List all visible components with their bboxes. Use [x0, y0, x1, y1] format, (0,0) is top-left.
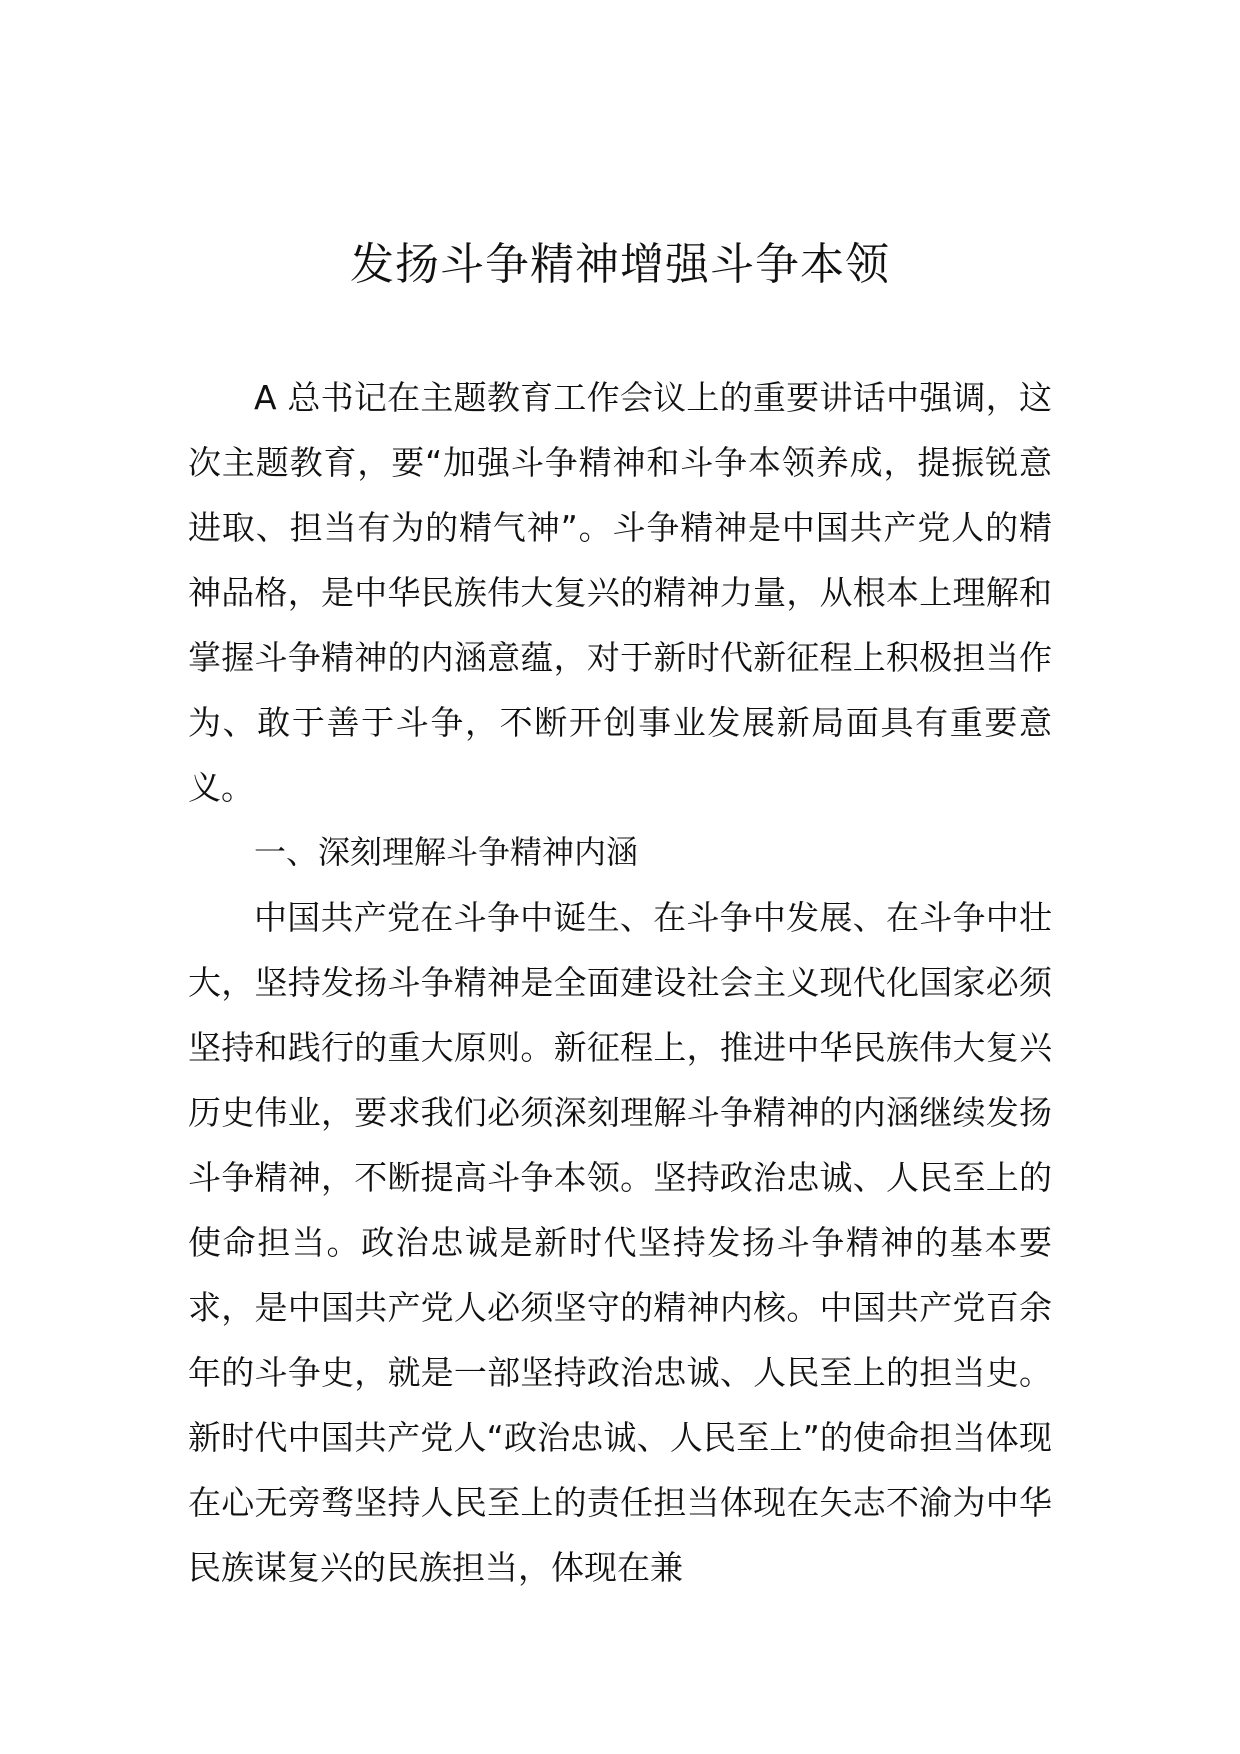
section-heading: 一、深刻理解斗争精神内涵: [254, 833, 639, 871]
body-paragraph: 中国共产党在斗争中诞生、在斗争中发展、在斗争中壮大，坚持发扬斗争精神是全面建设社会主义现代化国家必须坚持和践行的重大原则。新征程上，推进中华民族伟大复兴历史伟业，要求我们必须深刻理解斗争精神的内涵继续发扬斗争精神，不断提高斗争本领。坚持政治忠诚、人民至上的使命担当。政治忠诚是新时代坚持发扬斗争精神的基本要求，是中国共产党人必须坚守的精神内核。中国共产党百余年的斗争史，就是一部坚持政治忠诚、人民至上的担当史。新时代中国共产党人“政治忠诚、人民至上”的使命担当体现在心无旁骛坚持人民至上的责任担当体现在矢志不渝为中华民族谋复兴的民族担当，体现在兼: [188, 898, 1052, 1587]
document-title: 发扬斗争精神增强斗争本领: [350, 239, 890, 290]
intro-paragraph: A 总书记在主题教育工作会议上的重要讲话中强调，这次主题教育，要“加强斗争精神和斗争本领养成，提振锐意进取、担当有为的精气神”。斗争精神是中国共产党人的精神品格，是中华民族伟大复兴的精神力量，从根本上理解和掌握斗争精神的内涵意蕴，对于新时代新征程上积极担当作为、敢于善于斗争，不断开创事业发展新局面具有重要意义。: [188, 378, 1052, 807]
document-body: [188, 365, 1052, 1600]
